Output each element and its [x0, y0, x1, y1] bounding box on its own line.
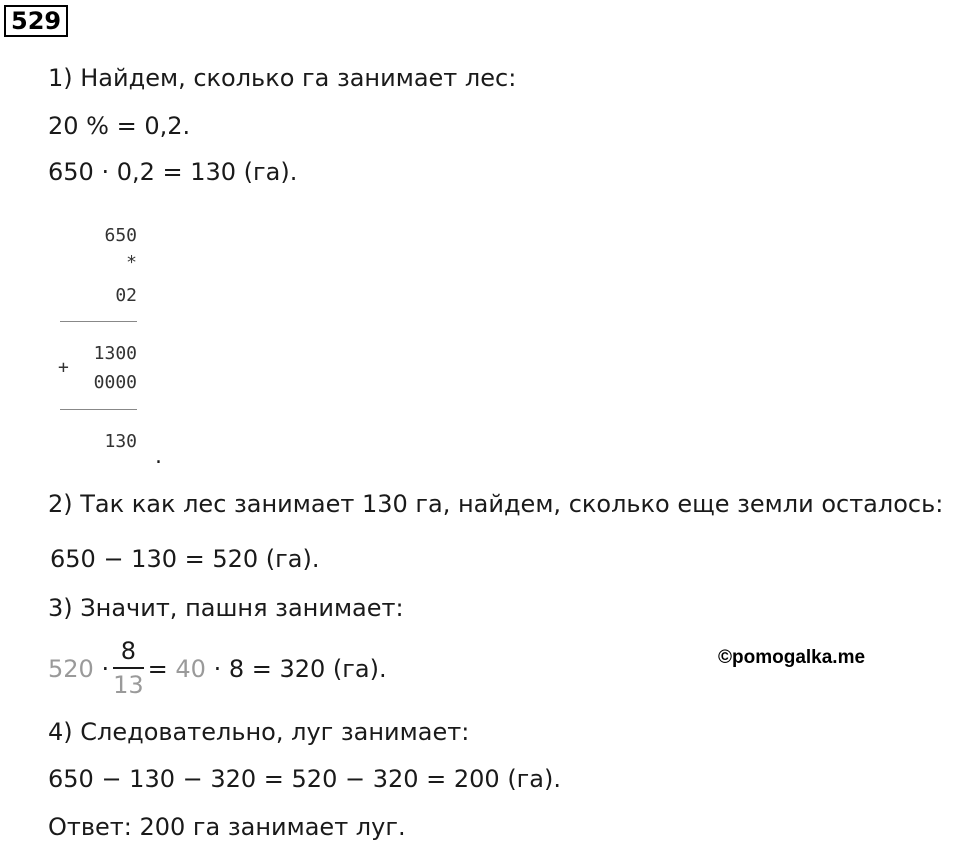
calc-rule-1: [60, 321, 137, 322]
step3-expression: [48, 633, 387, 705]
step4-title: 4) Следовательно, луг занимает:: [48, 718, 470, 746]
multiply-dot: ·: [101, 655, 110, 683]
calc-partial-2: 0000: [93, 372, 137, 393]
fraction-denominator: 13: [113, 671, 144, 699]
calc-partial-1: 1300: [93, 343, 137, 364]
problem-number: 529: [4, 5, 68, 37]
calc-rule-2: [60, 409, 137, 410]
step3-title: 3) Значит, пашня занимает:: [48, 594, 404, 622]
answer-line: Ответ: 200 га занимает луг.: [48, 813, 406, 841]
fraction-numerator: 8: [120, 637, 136, 665]
step4-calculation-line: 650 − 130 − 320 = 520 − 320 = 200 (га).: [48, 765, 561, 793]
step1-product-line: 650 · 0,2 = 130 (га).: [48, 158, 298, 186]
step1-title: 1) Найдем, сколько га занимает лес:: [48, 64, 517, 92]
calc-operator: *: [126, 252, 137, 273]
calc-multiplier: 02: [115, 285, 137, 306]
step2-difference-line: 650 − 130 = 520 (га).: [50, 545, 320, 573]
calc-plus-sign: +: [58, 357, 69, 378]
fraction-bar: [113, 667, 144, 669]
calc-top-number: 650: [104, 225, 137, 246]
step1-percent-line: 20 % = 0,2.: [48, 112, 191, 140]
watermark: ©pomogalka.me: [718, 647, 866, 668]
cancelled-520: 520: [48, 655, 94, 683]
step3-result: · 8 = 320 (га).: [213, 655, 387, 683]
equals-sign: =: [147, 655, 168, 683]
calc-period: .: [155, 444, 162, 469]
step2-title: 2) Так как лес занимает 130 га, найдем, сколько еще земли осталось:: [48, 490, 944, 518]
reduced-40: 40: [175, 655, 206, 683]
fraction-8-13: [113, 636, 144, 700]
calc-result: 130: [104, 431, 137, 452]
